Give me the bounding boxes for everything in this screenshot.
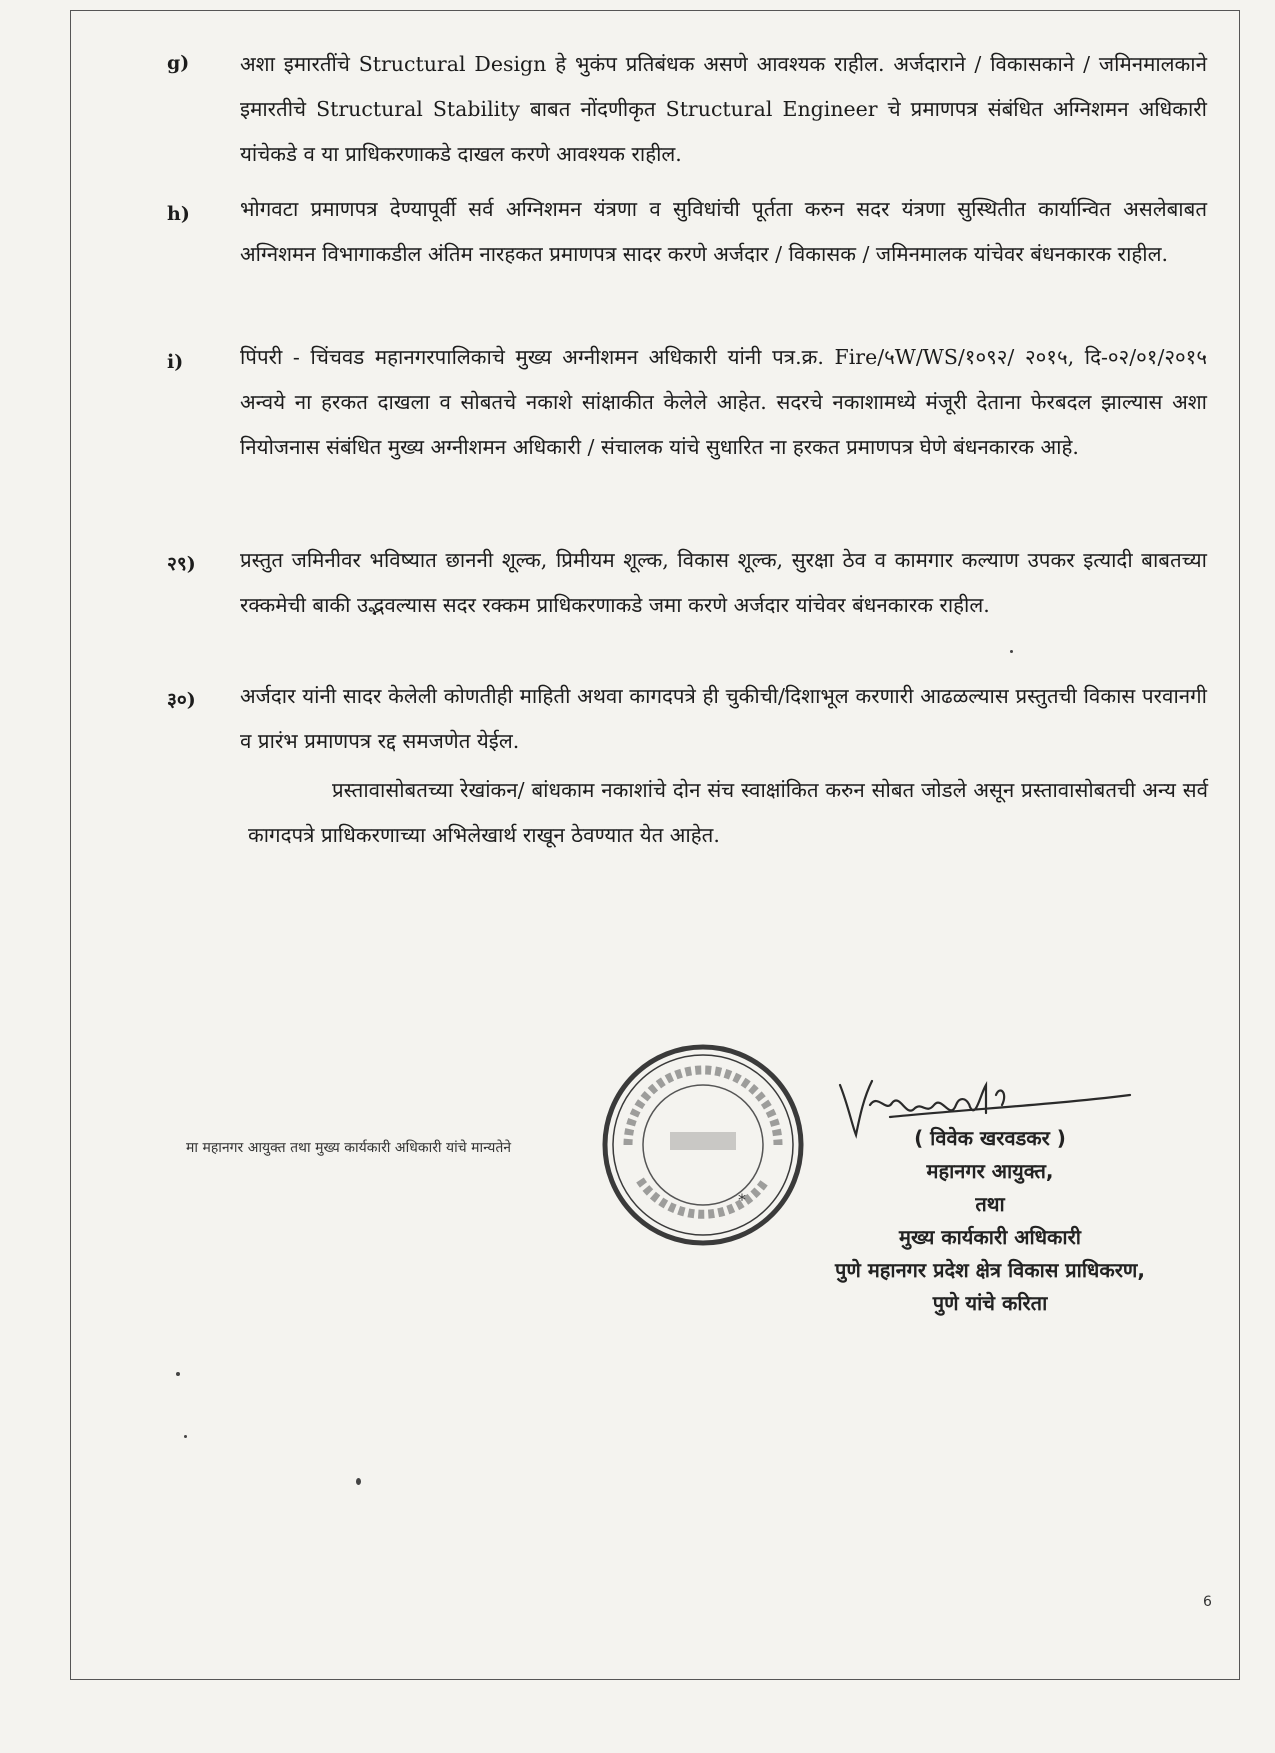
svg-text:*: * [738, 1190, 746, 1209]
scan-speck [1010, 650, 1013, 653]
clause-i [167, 335, 1207, 470]
scan-speck [176, 1372, 180, 1376]
signatory-title: महानगर आयुक्त, [926, 1159, 1054, 1183]
clause-text: अशा इमारतींचे Structural Design हे भुकंप प्रतिबंधक असणे आवश्यक राहील. अर्जदाराने / विकासकाने / जमिनमालकाने इमारतीचे Structural Stability बाबत नोंदणीकृत Structural Engineer चे प्रमाणपत्र संबंधित अग्निशमन अधिकारी यांचेकडे व या प्राधिकरणाकडे दाखल करणे आवश्यक राहील. [240, 52, 1207, 166]
closing-paragraph [248, 768, 1208, 858]
clause-marker: g) [167, 52, 190, 74]
clause-h [167, 187, 1207, 277]
signatory-designation: मुख्य कार्यकारी अधिकारी [899, 1225, 1081, 1249]
closing-text: प्रस्तावासोबतच्या रेखांकन/ बांधकाम नकाशांचे दोन संच स्वाक्षांकित करुन सोबत जोडले असून प्रस्तावासोबतची अन्य सर्व कागदपत्रे प्राधिकरणाच्या अभिलेखार्थ राखून ठेवण्यात येत आहेत. [248, 778, 1208, 847]
clause-29 [167, 538, 1207, 628]
scan-speck [184, 1435, 187, 1438]
signatory-conjunction: तथा [975, 1192, 1005, 1216]
clause-marker: २९) [167, 553, 196, 575]
clause-g [167, 42, 1207, 177]
clause-marker: i) [167, 351, 184, 373]
clause-text: भोगवटा प्रमाणपत्र देण्यापूर्वी सर्व अग्निशमन यंत्रणा व सुविधांची पूर्तता करुन सदर यंत्रणा सुस्थितीत कार्यान्वित असलेबाबत अग्निशमन विभागाकडील अंतिम नारहकत प्रमाणपत्र सादर करणे अर्जदार / विकासक / जमिनमालक यांचेवर बंधनकारक राहील. [240, 197, 1207, 266]
signatory-organisation: पुणे महानगर प्रदेश क्षेत्र विकास प्राधिकरण, [835, 1258, 1145, 1282]
signatory-block [770, 1122, 1210, 1320]
signatory-city: पुणे यांचे करिता [932, 1291, 1048, 1315]
clause-text: पिंपरी - चिंचवड महानगरपालिकाचे मुख्य अग्नीशमन अधिकारी यांनी पत्र.क्र. Fire/५W/WS/१०९२/ २०१५, दि-०२/०१/२०१५ अन्वये ना हरकत दाखला व सोबतचे नकाशे सांक्षाकीत केलेले आहेत. सदरचे नकाशामध्ये मंजूरी देताना फेरबदल झाल्यास अशा नियोजनास संबंधित मुख्य अग्नीशमन अधिकारी / संचालक यांचे सुधारित ना हरकत प्रमाणपत्र घेणे बंधनकारक आहे. [240, 345, 1207, 459]
scan-speck [356, 1478, 361, 1485]
clause-30 [167, 674, 1207, 764]
clause-marker: ३०) [167, 689, 196, 711]
approval-line: मा महानगर आयुक्त तथा मुख्य कार्यकारी अधिकारी यांचे मान्यतेने [186, 1140, 512, 1156]
clause-text: प्रस्तुत जमिनीवर भविष्यात छाननी शूल्क, प्रिमीयम शूल्क, विकास शूल्क, सुरक्षा ठेव व कामगार कल्याण उपकर इत्यादी बाबतच्या रक्कमेची बाकी उद्भवल्यास सदर रक्कम प्राधिकरणाकडे जमा करणे अर्जदार यांचेवर बंधनकारक राहील. [240, 548, 1207, 617]
page-number: 6 [1203, 1594, 1212, 1610]
signatory-name: ( विवेक खरवडकर ) [914, 1126, 1066, 1150]
clause-marker: h) [167, 203, 190, 225]
clause-text: अर्जदार यांनी सादर केलेली कोणतीही माहिती अथवा कागदपत्रे ही चुकीची/दिशाभूल करणारी आढळल्यास प्रस्तुतची विकास परवानगी व प्रारंभ प्रमाणपत्र रद्द समजणेत येईल. [240, 684, 1207, 753]
